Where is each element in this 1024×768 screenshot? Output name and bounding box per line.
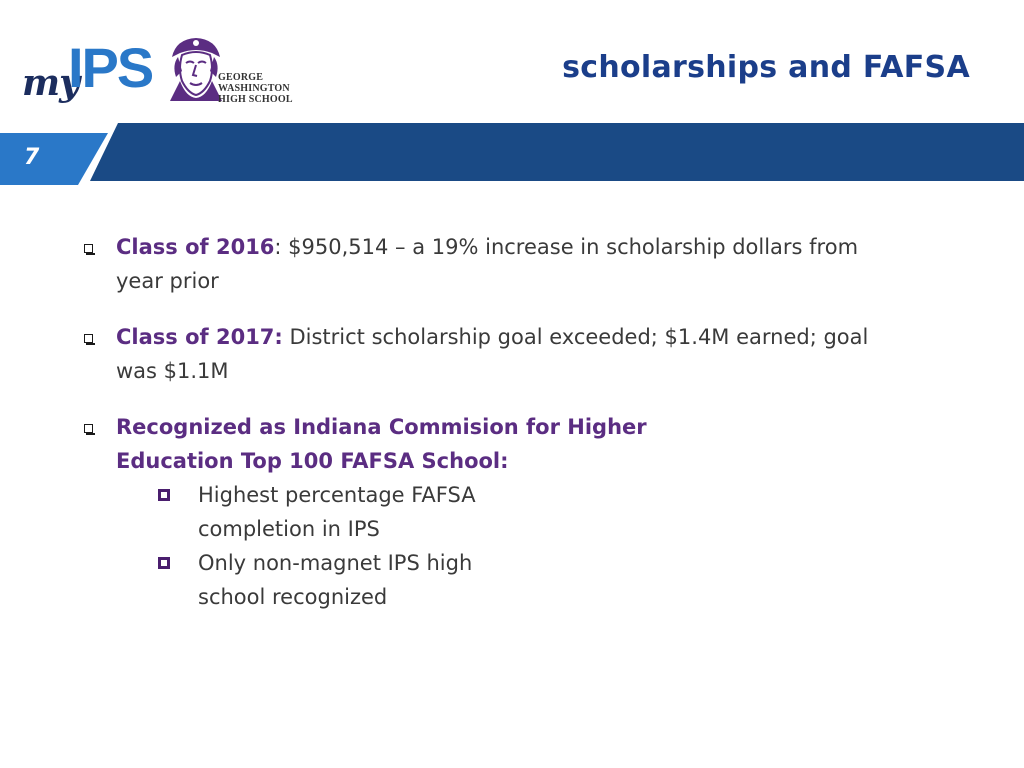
sub-bullet-item — [198, 546, 898, 614]
checkbox-bullet-icon — [84, 334, 93, 343]
slide-number: 7 — [24, 145, 40, 170]
sub-bullet-text: Highest percentage FAFSA completion in IPS — [198, 483, 476, 541]
checkbox-bullet-icon — [84, 424, 93, 433]
page-title: scholarships and FAFSA — [562, 50, 970, 85]
slide-content — [78, 230, 898, 636]
title-banner — [0, 123, 1024, 185]
square-bullet-icon — [158, 557, 170, 569]
bullet-item — [78, 230, 898, 298]
school-name-line: HIGH SCHOOL — [218, 94, 293, 105]
sub-bullet-list — [116, 478, 898, 614]
bullet-text: District scholarship goal exceeded; $1.4M earned; goal was $1.1M — [116, 325, 869, 383]
square-bullet-icon — [158, 489, 170, 501]
george-washington-crest-icon — [166, 35, 226, 105]
sub-bullet-text: Only non-magnet IPS high school recognized — [198, 551, 473, 609]
myips-logo-my: my — [22, 62, 80, 104]
bullet-label: Class of 2017: — [116, 325, 283, 349]
bullet-label: Class of 2016 — [116, 235, 275, 259]
bullet-item — [78, 410, 898, 614]
school-name-line: GEORGE — [218, 72, 264, 83]
slide-number-tab — [0, 133, 108, 185]
school-name-line: WASHINGTON — [218, 83, 290, 94]
sub-bullet-item — [198, 478, 898, 546]
bullet-item — [78, 320, 898, 388]
school-name — [218, 72, 293, 105]
bullet-label: Recognized as Indiana Commision for Higher Education Top 100 FAFSA School: — [116, 415, 647, 473]
checkbox-bullet-icon — [84, 244, 93, 253]
banner-bar — [90, 123, 1024, 181]
bullet-text: : $950,514 – a 19% increase in scholarship dollars from year prior — [116, 235, 859, 293]
myips-logo-ips: IPS — [68, 36, 153, 99]
